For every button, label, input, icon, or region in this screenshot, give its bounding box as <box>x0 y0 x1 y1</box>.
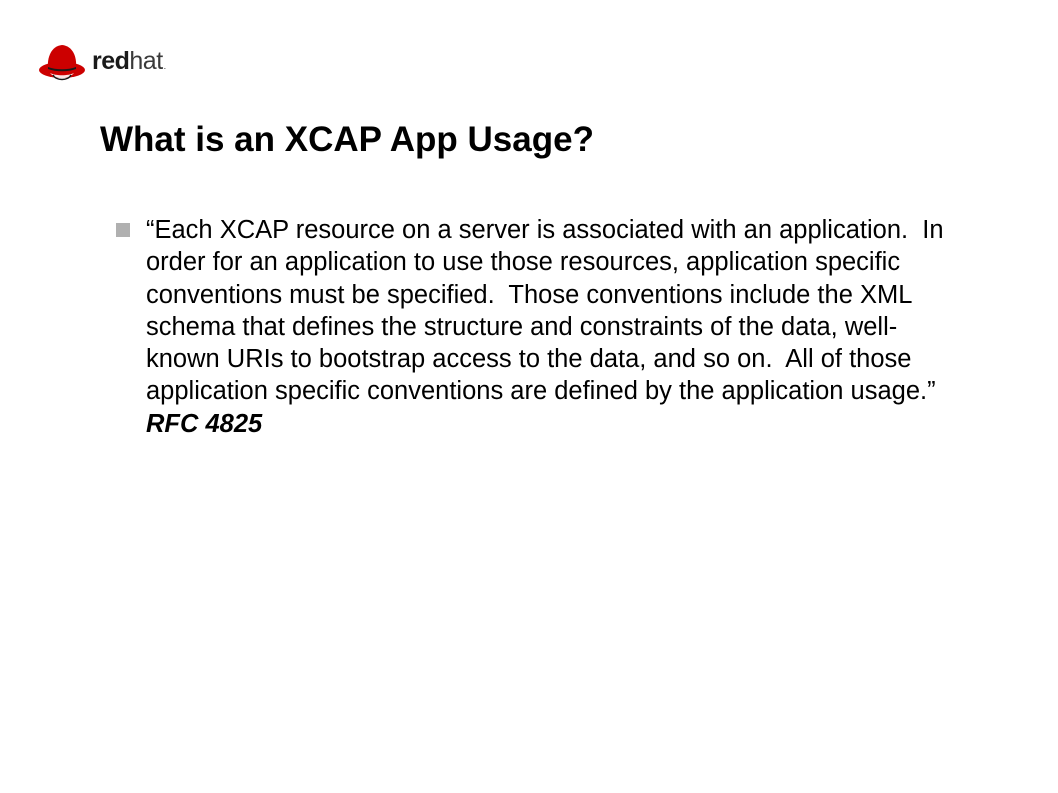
wordmark-suffix: . <box>163 60 166 71</box>
red-hat-shadowman-icon <box>38 40 86 82</box>
slide-title: What is an XCAP App Usage? <box>100 120 594 159</box>
bullet-item <box>116 214 966 440</box>
red-hat-wordmark <box>92 46 166 75</box>
wordmark-red: red <box>92 46 130 75</box>
rfc-citation: RFC 4825 <box>146 409 263 438</box>
red-hat-logo <box>38 40 166 82</box>
bullet-list <box>116 214 966 440</box>
square-bullet-icon <box>116 223 130 237</box>
wordmark-hat: hat <box>129 46 163 75</box>
rfc-quote-text: “Each XCAP resource on a server is associated with an application. In order for an application to use those resources, application specific conventions must be specified. Those conventions include the XML schema that defines the structure and constraints of the data, well-known URIs to bootstrap access to the data, and so on. All of those application specific conventions are defined by the application usage.” <box>146 216 951 406</box>
